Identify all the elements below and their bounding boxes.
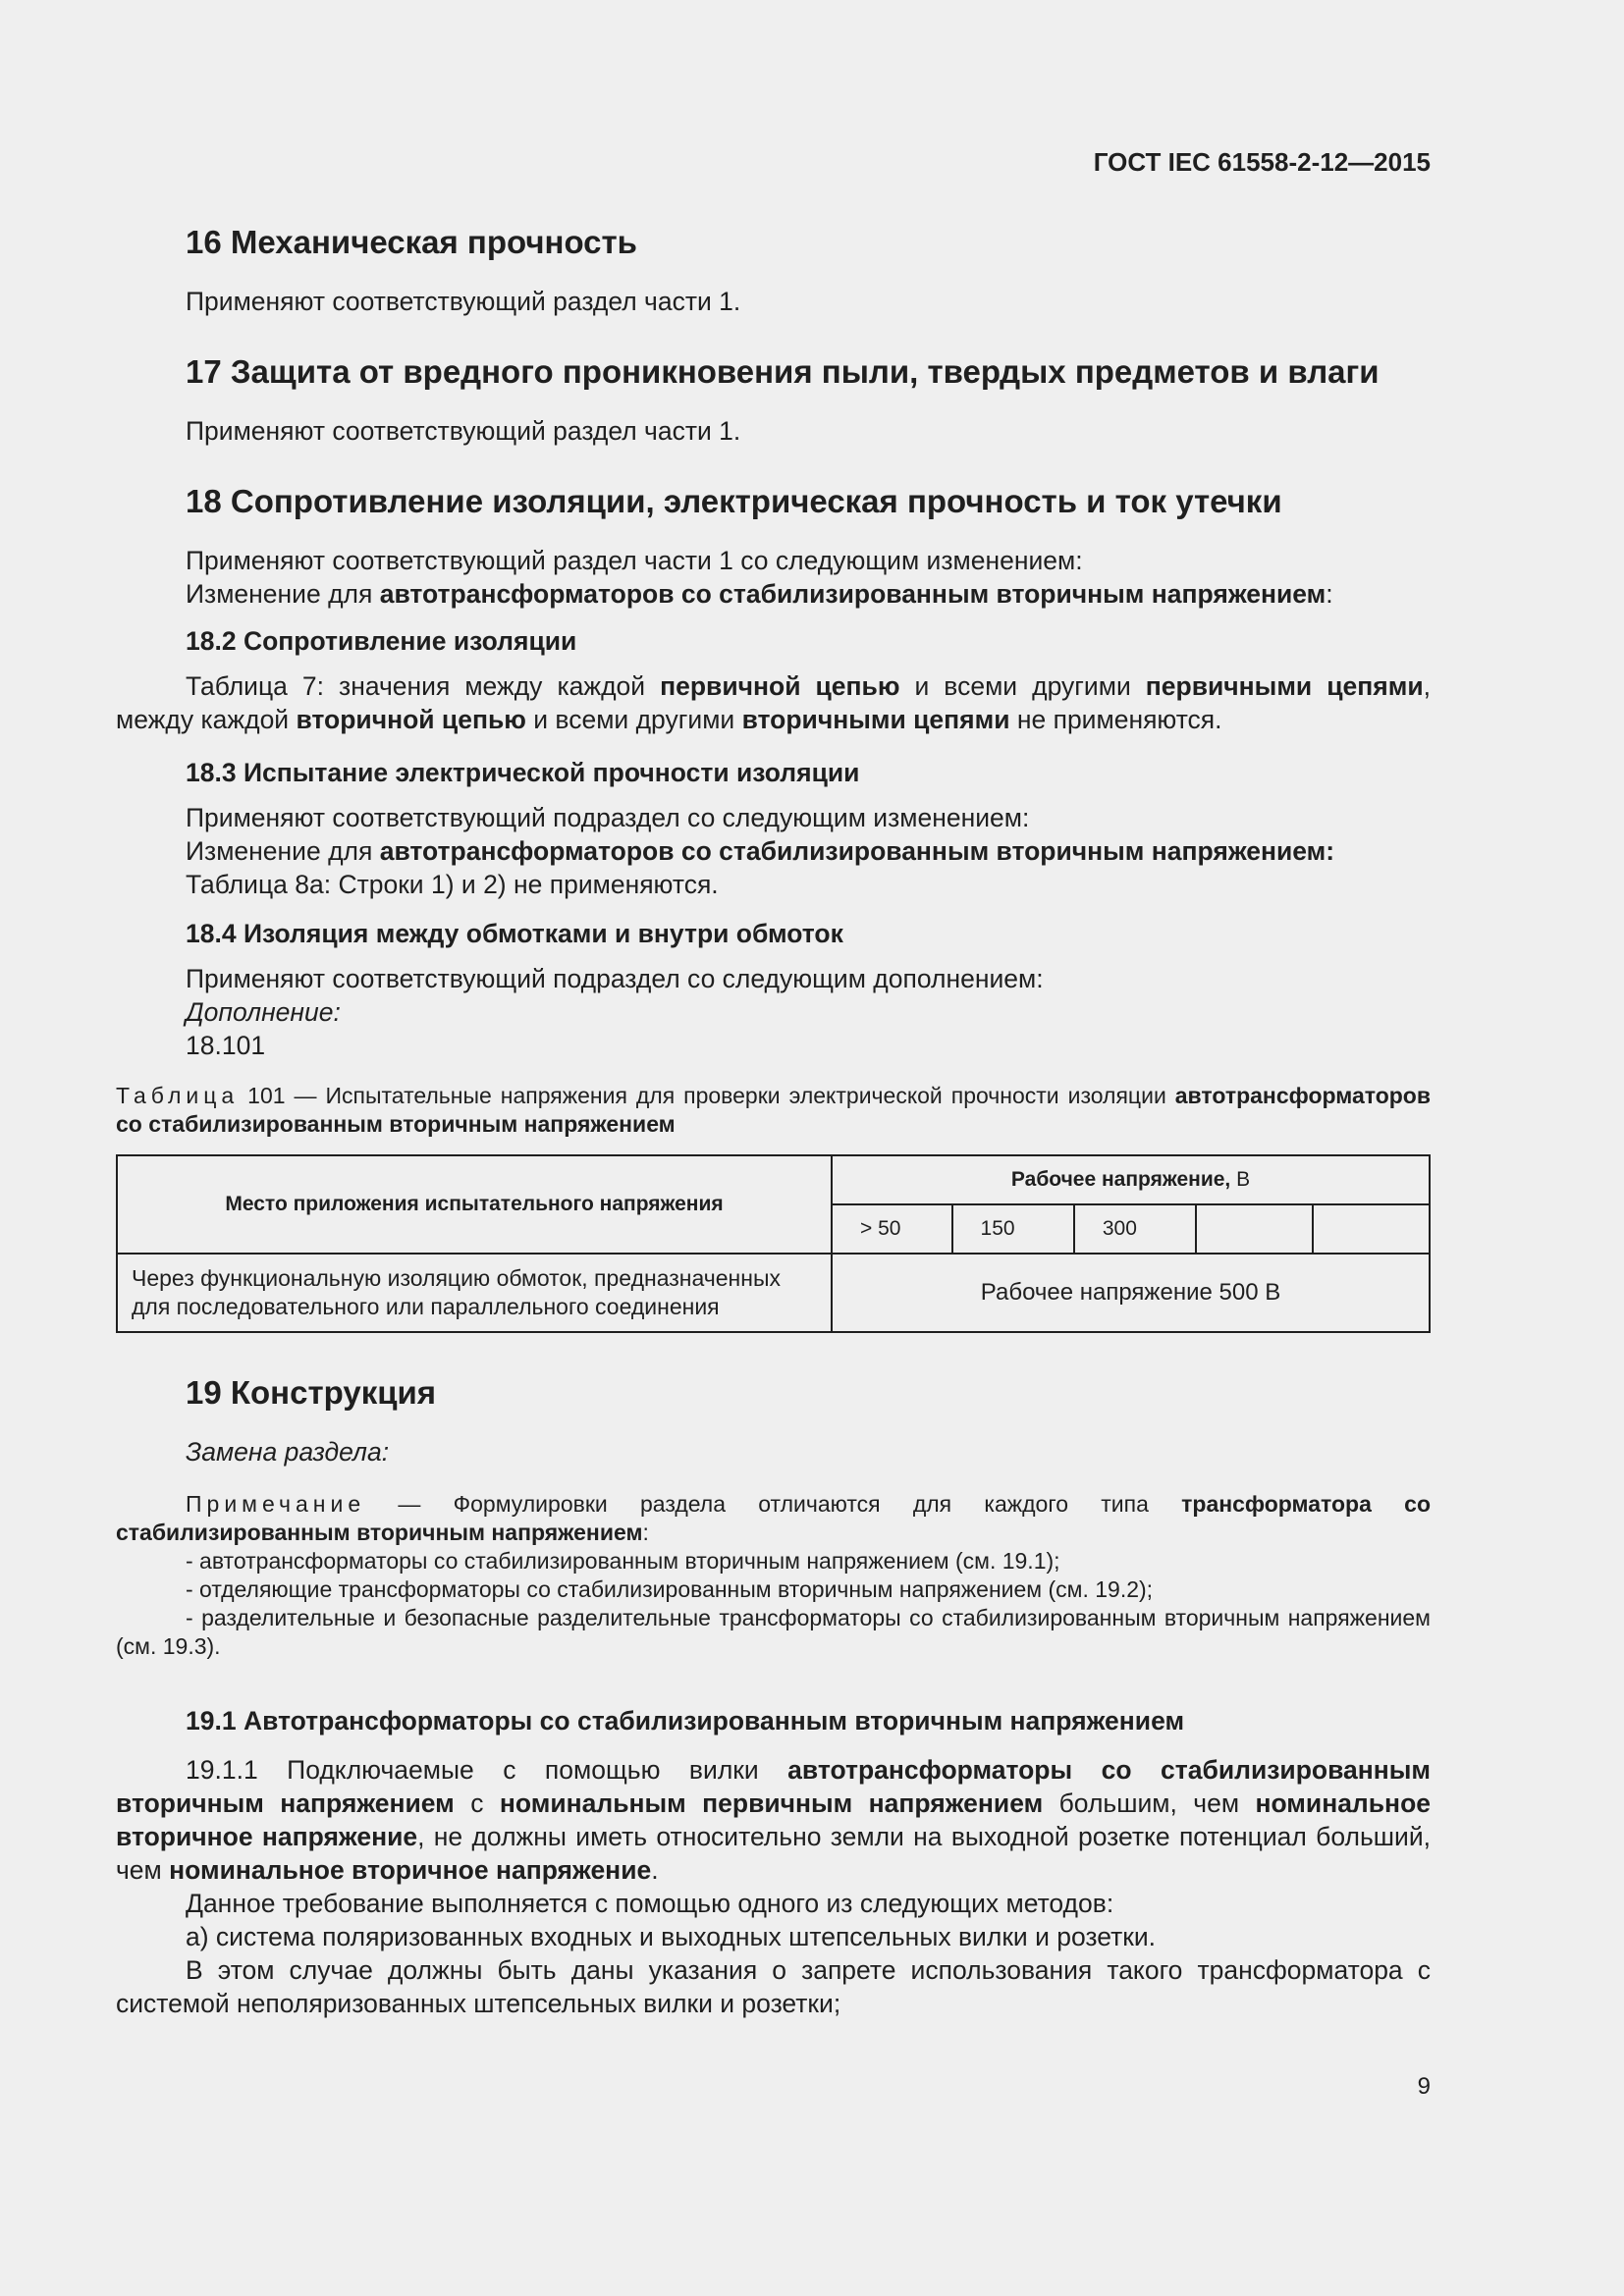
table-row-place: Через функциональную изоляцию обмоток, предназначенных для последовательного или параллельного соединения bbox=[117, 1254, 832, 1332]
section-18-2-text: Таблица 7: значения между каждой первичной цепью и всеми другими первичными цепями, между каждой вторичной цепью и всеми другими вторичными цепями не применяются. bbox=[116, 671, 1431, 734]
section-18-p1: Применяют соответствующий раздел части 1 со следующим изменением: bbox=[186, 546, 1083, 575]
section-18-p2: Изменение для автотрансформаторов со стабилизированным вторичным напряжением: bbox=[186, 579, 1333, 609]
section-19-title: 19 Конструкция bbox=[186, 1374, 437, 1411]
section-18-4-title: 18.4 Изоляция между обмотками и внутри обмоток bbox=[186, 919, 843, 948]
section-19-replace: Замена раздела: bbox=[186, 1437, 390, 1467]
section-18-4-p1: Применяют соответствующий подраздел со следующим дополнением: bbox=[186, 964, 1044, 993]
table-101 bbox=[116, 1154, 1431, 1333]
page-content bbox=[116, 220, 1431, 2020]
page-number: 9 bbox=[1417, 2073, 1431, 2100]
section-16-text: Применяют соответствующий раздел части 1. bbox=[186, 287, 741, 316]
section-19-1-p3: а) система поляризованных входных и выходных штепсельных вилки и розетки. bbox=[186, 1922, 1157, 1951]
section-17-title: 17 Защита от вредного проникновения пыли, твердых предметов и влаги bbox=[186, 353, 1380, 390]
section-18-title: 18 Сопротивление изоляции, электрическая прочность и ток утечки bbox=[186, 483, 1282, 519]
section-19-1-p2: Данное требование выполняется с помощью одного из следующих методов: bbox=[186, 1889, 1114, 1918]
voltage-col-300: 300 bbox=[1074, 1204, 1196, 1254]
section-18-3-title: 18.3 Испытание электрической прочности изоляции bbox=[186, 758, 860, 787]
section-18-3-p2: Изменение для автотрансформаторов со стабилизированным вторичным напряжением: bbox=[186, 836, 1335, 866]
voltage-col-150: 150 bbox=[952, 1204, 1074, 1254]
list-item: - автотрансформаторы со стабилизированным вторичным напряжением (см. 19.1); bbox=[186, 1548, 1060, 1574]
document-id: ГОСТ IEC 61558-2-12—2015 bbox=[1093, 147, 1431, 177]
section-18-4-p2: Дополнение: bbox=[186, 997, 341, 1027]
table-row-value: Рабочее напряжение 500 В bbox=[832, 1254, 1430, 1332]
section-19-1-1-text: 19.1.1 Подключаемые с помощью вилки автотрансформаторы со стабилизированным вторичным напряжением с номинальным первичным напряжением большим, чем номинальное вторичное напряжение, не должны иметь относительно земли на выходной розетке потенциал больший, чем номинальное вторичное напряжение. bbox=[116, 1755, 1431, 1885]
section-19-1-title: 19.1 Автотрансформаторы со стабилизированным вторичным напряжением bbox=[186, 1706, 1185, 1735]
table-header-voltage: Рабочее напряжение, В bbox=[832, 1155, 1430, 1204]
section-18-2-title: 18.2 Сопротивление изоляции bbox=[186, 626, 577, 656]
voltage-col-empty bbox=[1313, 1204, 1430, 1254]
section-18-3-p1: Применяют соответствующий подраздел со следующим изменением: bbox=[186, 803, 1030, 832]
section-18-4-p3: 18.101 bbox=[186, 1031, 266, 1060]
section-16-title: 16 Механическая прочность bbox=[186, 224, 637, 260]
section-18-3-p3: Таблица 8а: Строки 1) и 2) не применяются. bbox=[186, 870, 719, 899]
list-item: - отделяющие трансформаторы со стабилизированным вторичным напряжением (см. 19.2); bbox=[186, 1576, 1154, 1602]
voltage-col-50: > 50 bbox=[832, 1204, 952, 1254]
table-101-caption: Таблица 101 — Испытательные напряжения для проверки электрической прочности изоляции автотрансформаторов со стабилизированным вторичным напряжением bbox=[116, 1083, 1431, 1137]
table-header-place: Место приложения испытательного напряжения bbox=[117, 1155, 832, 1254]
list-item: - разделительные и безопасные разделительные трансформаторы со стабилизированным вторичным напряжением (см. 19.3). bbox=[116, 1605, 1431, 1659]
voltage-col-empty bbox=[1196, 1204, 1313, 1254]
section-17-text: Применяют соответствующий раздел части 1. bbox=[186, 416, 741, 446]
section-19-note: Примечание — Формулировки раздела отличаются для каждого типа трансформатора со стабилизированным вторичным напряжением: bbox=[116, 1491, 1431, 1545]
section-19-1-p4: В этом случае должны быть даны указания о запрете использования такого трансформатора с системой неполяризованных штепсельных вилки и розетки; bbox=[116, 1955, 1431, 2018]
